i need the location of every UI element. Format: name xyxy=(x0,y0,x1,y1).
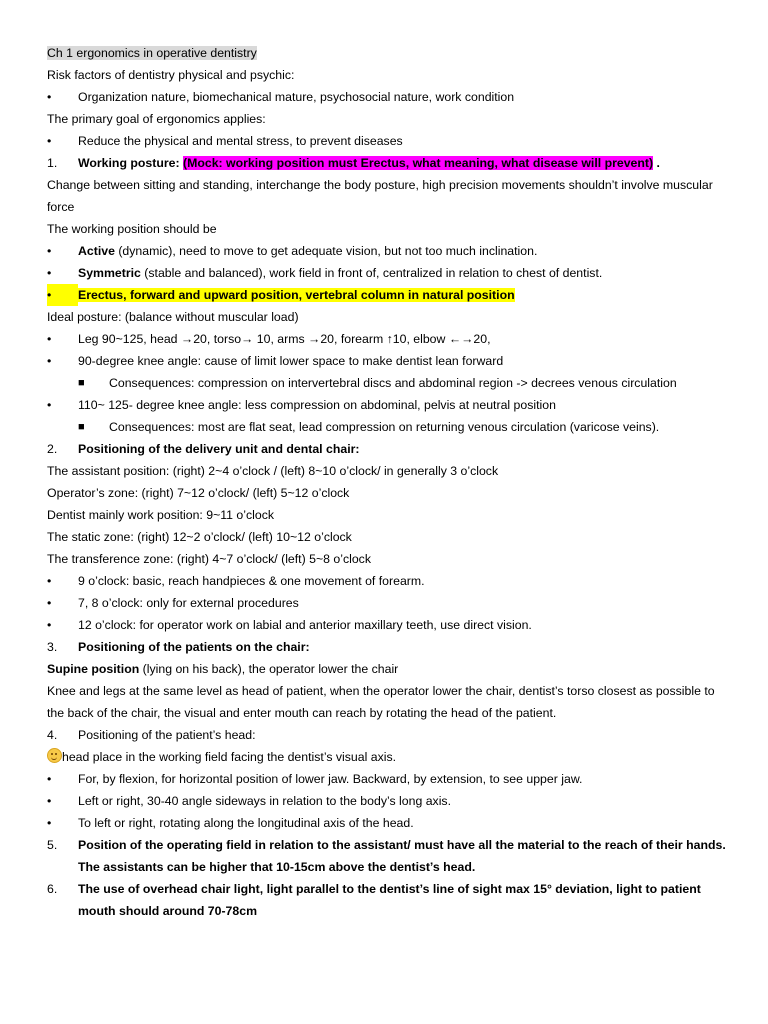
numbered-heading: 1. Working posture: (Mock: working position must Erectus, what meaning, what disease will prevent) . xyxy=(47,152,737,174)
bullet: • xyxy=(47,398,52,412)
para: Operator’s zone: (right) 7~12 o’clock/ (left) 5~12 o’clock xyxy=(47,486,350,500)
bullet: • xyxy=(47,596,52,610)
bullet: • xyxy=(47,244,52,258)
numbered-heading: 2. Positioning of the delivery unit and dental chair: xyxy=(47,438,737,460)
para: The working position should be xyxy=(47,222,217,236)
para: Knee and legs at the same level as head of patient, when the operator lower the chair, dentist’s torso closest as possible to the back of the chair, the visual and enter mouth can reach by rotating the head of the patient. xyxy=(47,684,715,720)
bullet-item: • Active (dynamic), need to move to get adequate vision, but not too much inclination. xyxy=(47,240,737,262)
doc-title-line xyxy=(47,42,737,64)
sub-bullet-item: ■ Consequences: compression on intervertebral discs and abdominal region -> decrees venous circulation xyxy=(47,372,737,394)
bullet: • xyxy=(47,90,52,104)
number: 3. xyxy=(47,640,58,654)
para: Ideal posture: (balance without muscular load) xyxy=(47,310,299,324)
numbered-heading: 6. The use of overhead chair light, light parallel to the dentist’s line of sight max 15° deviation, light to patient mouth should around 70-78cm xyxy=(47,878,733,922)
para: Risk factors of dentistry physical and psychic: xyxy=(47,68,295,82)
mock-highlight: (Mock: working position must Erectus, what meaning, what disease will prevent) xyxy=(183,156,654,170)
bullet-item: • 9 o’clock: basic, reach handpieces & one movement of forearm. xyxy=(47,570,737,592)
para: The assistant position: (right) 2~4 o’clock / (left) 8~10 o’clock/ in generally 3 o’clock xyxy=(47,464,499,478)
numbered-heading: 3. Positioning of the patients on the chair: xyxy=(47,636,737,658)
bullet: • xyxy=(47,618,52,632)
para: The static zone: (right) 12~2 o’clock/ (left) 10~12 o’clock xyxy=(47,530,352,544)
bullet-item: • Leg 90~125, head →20, torso→ 10, arms →20, forearm ↑10, elbow ←→20, xyxy=(47,328,737,350)
number: 2. xyxy=(47,442,58,456)
smiling-face-icon xyxy=(47,748,62,763)
bullet: • xyxy=(47,332,52,346)
bullet-item: • For, by flexion, for horizontal position of lower jaw. Backward, by extension, to see upper jaw. xyxy=(47,768,737,790)
para: Dentist mainly work position: 9~11 o’clock xyxy=(47,508,275,522)
bullet-item: • Reduce the physical and mental stress, to prevent diseases xyxy=(47,130,737,152)
numbered-heading: 5. Position of the operating field in relation to the assistant/ must have all the material to the reach of their hands. The assistants can be higher that 10-15cm above the dentist’s head. xyxy=(47,834,733,878)
number: 6. xyxy=(47,882,58,896)
number: 5. xyxy=(47,838,58,852)
number: 1. xyxy=(47,156,58,170)
bullet: • xyxy=(47,772,52,786)
para: Change between sitting and standing, interchange the body posture, high precision movements shouldn’t involve muscular force xyxy=(47,178,713,214)
bullet-item: • 90-degree knee angle: cause of limit lower space to make dentist lean forward xyxy=(47,350,737,372)
para: head place in the working field facing the dentist’s visual axis. xyxy=(47,746,737,768)
bullet-item: • 12 o’clock: for operator work on labial and anterior maxillary teeth, use direct vision. xyxy=(47,614,737,636)
numbered-heading: 4. Positioning of the patient’s head: xyxy=(47,724,737,746)
bullet-item: • Symmetric (stable and balanced), work field in front of, centralized in relation to chest of dentist. xyxy=(47,262,737,284)
doc-title: Ch 1 ergonomics in operative dentistry xyxy=(47,46,257,60)
bullet-item-highlighted: • Erectus, forward and upward position, vertebral column in natural position xyxy=(47,284,737,306)
bullet: • xyxy=(47,354,52,368)
para: Supine position (lying on his back), the operator lower the chair xyxy=(47,662,399,676)
bullet-item: • 110~ 125- degree knee angle: less compression on abdominal, pelvis at neutral position xyxy=(47,394,737,416)
square-bullet: ■ xyxy=(78,377,85,389)
bullet-item: • 7, 8 o’clock: only for external procedures xyxy=(47,592,737,614)
square-bullet: ■ xyxy=(78,421,85,433)
para: The primary goal of ergonomics applies: xyxy=(47,112,266,126)
bullet: • xyxy=(47,134,52,148)
document-page xyxy=(47,42,737,922)
bullet: • xyxy=(47,266,52,280)
number: 4. xyxy=(47,728,58,742)
bullet-item: • Left or right, 30-40 angle sideways in relation to the body’s long axis. xyxy=(47,790,737,812)
sub-bullet-item: ■ Consequences: most are flat seat, lead compression on returning venous circulation (varicose veins). xyxy=(47,416,737,438)
bullet-item: • Organization nature, biomechanical mature, psychosocial nature, work condition xyxy=(47,86,737,108)
para: The transference zone: (right) 4~7 o’clock/ (left) 5~8 o’clock xyxy=(47,552,371,566)
bullet: • xyxy=(47,816,52,830)
bullet: • xyxy=(47,284,78,306)
bullet: • xyxy=(47,574,52,588)
bullet-item: • To left or right, rotating along the longitudinal axis of the head. xyxy=(47,812,737,834)
bullet: • xyxy=(47,794,52,808)
